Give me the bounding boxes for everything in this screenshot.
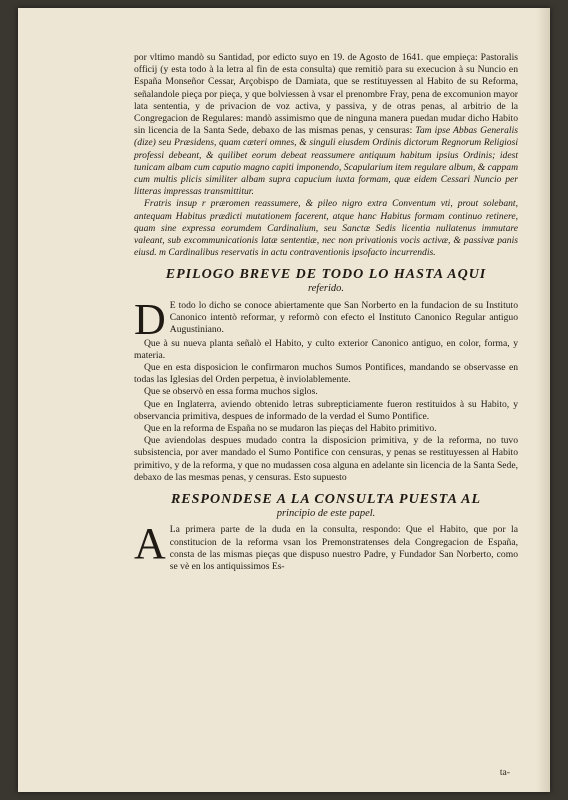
catchword: ta- — [499, 767, 510, 778]
list-item: Que en la reforma de España no se mudaron las pieças del Habito primitivo. — [144, 423, 437, 435]
epilogo-first-paragraph — [134, 300, 518, 338]
drop-cap-a: A — [134, 524, 166, 569]
list-item: Que en Inglaterra, aviendo obtenido letras subrepticiamente fueron restituidos à su Habito, y observancia primitiva, despues de informado de la verdad el Sumo Pontifice. — [134, 398, 518, 422]
document-page — [18, 8, 550, 792]
section-heading-epilogo: EPILOGO BREVE DE TODO LO HASTA AQUI — [165, 267, 487, 283]
respondese-first-paragraph — [134, 524, 518, 573]
drop-cap-d: D — [134, 299, 166, 338]
section-subheading-epilogo: referido. — [307, 283, 345, 295]
list-item: Que en esta disposicion le confirmaron muchos Sumos Pontifices, mandando se observasse en todas las Iglesias del Orden perpetua, è inviolablemente. — [134, 362, 518, 386]
list-item: Que aviendolas despues mudado contra la disposicion primitiva, y de la reforma, no tuvo subsistencia, por aver mandado el Sumo Pontifice con censuras, y penas se restituyessen al Habito primitivo, y de la reforma, y que no mudassen cosa alguna en adelante sin licencia de la Santa Sede, debaxo de las mesmas penas, y censuras. Esto supuesto — [134, 435, 518, 483]
epilogo-first-text: E todo lo dicho se conoce abiertamente que San Norberto en la fundacion de su Instituto Canonico intentò reformar, y reformò con efecto el Instituto Canonico Regular antiguo Augustiniano. — [169, 299, 518, 336]
latin-quote-1: Tam ipse Abbas Generalis (dize) seu Præsidens, quam cæteri omnes, & singuli eiusdem Ordinis dictorum Regnorum Religiosi professi debeant, & quilibet eorum debeat reassumere antiquum habitum ipsius Ordinis; idest tunicam albam cum caputio magno capiti imponendo, Scapularium item regulare album, & cappam cum multis plicis similiter albam supra capucium iuxta formam, quæ eidem Cessari Nuncio per litteras impressas transmittitur. — [134, 125, 518, 198]
latin-quote-2: Fratris insup r præromen reassumere, & pileo nigro extra Conventum vti, prout solebant, antequam Habitus prædicti mutationem facerent, atque hanc Habitus formam continuo retinere, quam sine expressa eorumdem Cardinalium, seu Sanctæ Sedis licentia nullatenus immutare valeant, sub excommunicationis latæ sententiæ, nec non privationis vocis activæ, & passivæ panis eiusd. m Cardinalibus reservatis in actu contraventionis ipsofacto incurrendis. — [134, 198, 518, 259]
list-item: Que se observò en essa forma muchos siglos. — [144, 386, 318, 398]
section-heading-respondese: RESPONDESE A LA CONSULTA PUESTA AL — [170, 492, 482, 508]
paragraph-edict-text: por vltimo mandò su Santidad, por edicto suyo en 19. de Agosto de 1641. que empieça: Pastoralis officij (y esta todo à la letra al fin de esta consulta) que remitiò para su execucion à su Nuncio en España Monseñor Cessar, Arçobispo de Damiata, que se restituyessen al Habito de su Reforma, señalandole pieça por pieça, y que bolviessen à vsar el prenombre Fray, pena de excomunion mayor lata sententia, y de privacion de voz activa, y passiva, y de otras penas, al arbitrio de la Congregacion de Regulares: mandò assimismo que de ninguna manera puedan mudar dicho Habito sin licencia de la Santa Sede, debaxo de las mismas penas, y censuras: — [134, 52, 518, 137]
paragraph-edict — [134, 52, 518, 198]
section-subheading-respondese: principio de este papel. — [276, 508, 376, 520]
respondese-first-text: La primera parte de la duda en la consulta, respondo: Que el Habito, que por la constitucion de la reforma vsan los Premonstratenses dela Congregacion de España, consta de las mismas pieças que dispuso nuestro Padre, y Fundador San Norberto, como se vè en los antiquissimos Es- — [169, 524, 518, 572]
page-text — [134, 52, 518, 573]
list-item: Que à su nueva planta señalò el Habito, y culto exterior Canonico antiguo, en color, forma, y materia. — [134, 337, 518, 361]
